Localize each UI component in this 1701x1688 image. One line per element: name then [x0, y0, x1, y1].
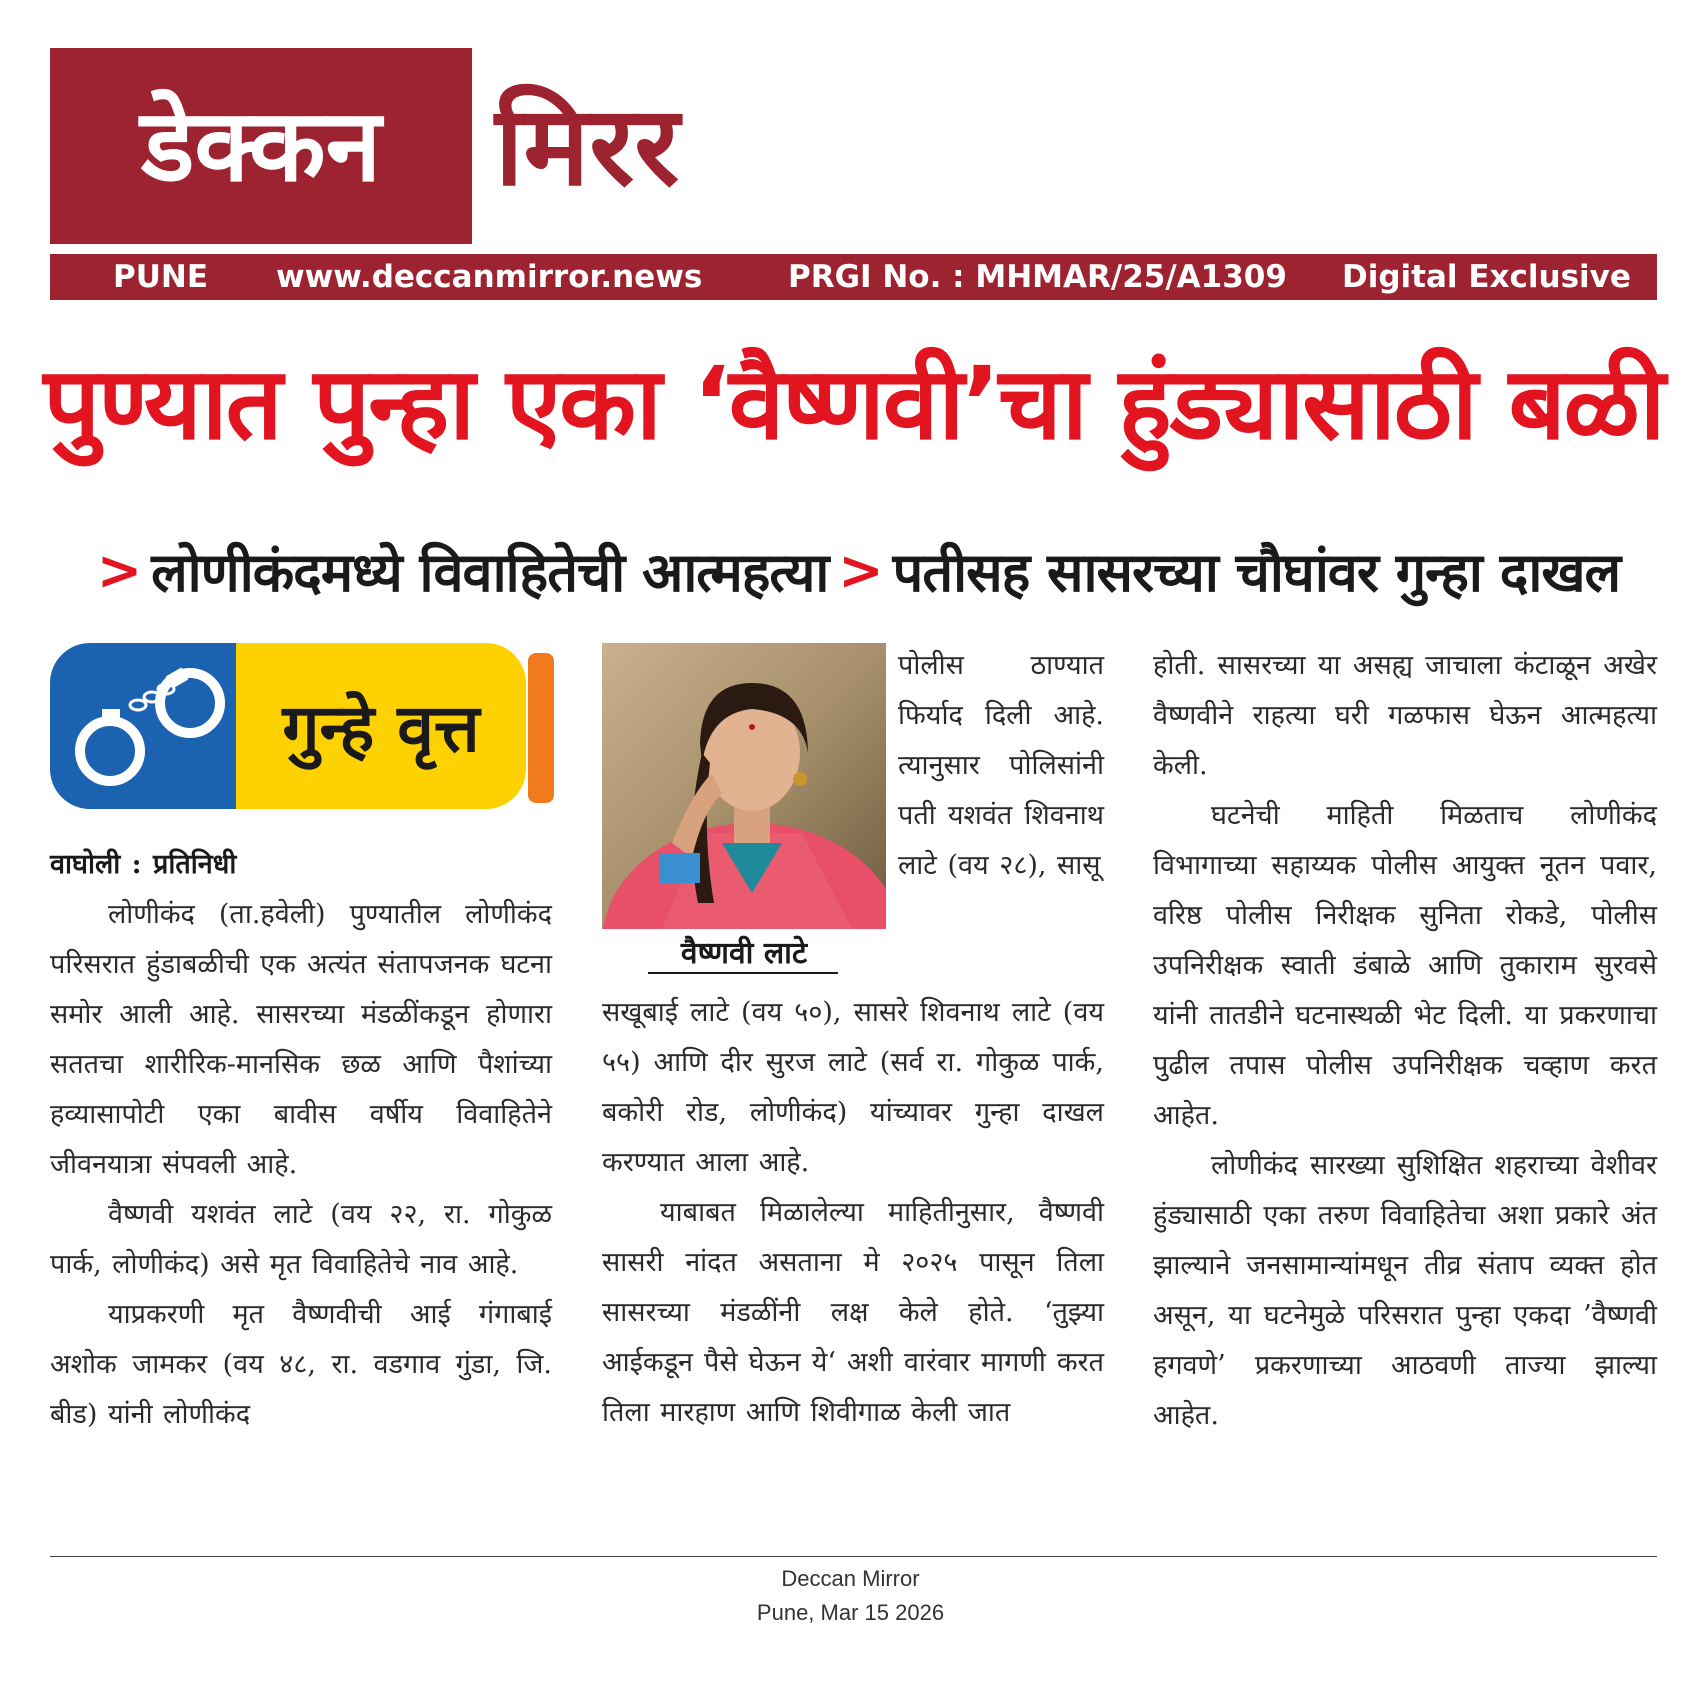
subheadline: [50, 530, 1657, 610]
victim-photo: [602, 643, 886, 929]
photo-caption: वैष्णवी लाटे: [680, 936, 808, 971]
footer-date: Pune, Mar 15 2026: [756, 1600, 945, 1625]
footer-publication: Deccan Mirror: [781, 1566, 920, 1591]
website-link[interactable]: www.deccanmirror.news: [276, 259, 703, 295]
paragraph: वैष्णवी यशवंत लाटे (वय २२, रा. गोकुळ पार्क, लोणीकंद) असे मृत विवाहितेचे नाव आहे.: [50, 1199, 552, 1280]
paragraph: घटनेची माहिती मिळताच लोणीकंद विभागाच्या सहाय्यक पोलीस आयुक्त नूतन पवार, वरिष्ठ पोलीस निरीक्षक सुनिता रोकडे, पोलीस उपनिरीक्षक स्वाती डंबाळे आणि तुकाराम सुरवसे यांनी तातडीने घटनास्थळी भेट दिली. या प्रकरणाचा पुढील तपास पोलीस उपनिरीक्षक चव्हाण करत आहेत.: [1153, 800, 1657, 1131]
edition-label: Digital Exclusive: [1342, 259, 1631, 295]
subhead-2: पतीसह सासरच्या चौघांवर गुन्हा दाखल: [892, 541, 1621, 604]
caption-underline: [648, 972, 838, 974]
article-column-1: [50, 890, 552, 1440]
dateline: वाघोली : प्रतिनिधी: [50, 849, 237, 880]
prgi-number: PRGI No. : MHMAR/25/A1309: [788, 259, 1287, 295]
article-column-2-beside-photo: [898, 641, 1104, 891]
portrait-illustration: [602, 643, 886, 929]
subhead-1: लोणीकंदमध्ये विवाहितेची आत्महत्या: [151, 541, 829, 604]
arrow-bullet-icon: >: [96, 538, 142, 602]
article-column-2: [602, 988, 1104, 1438]
paragraph: सखूबाई लाटे (वय ५०), सासरे शिवनाथ लाटे (वय ५५) आणि दीर सुरज लाटे (सर्व रा. गोकुळ पार्क, बकोरी रोड, लोणीकंद) यांच्यावर गुन्हा दाखल करण्यात आला आहे.: [602, 997, 1104, 1178]
paragraph: याबाबत मिळालेल्या माहितीनुसार, वैष्णवी सासरी नांदत असताना मे २०२५ पासून तिला सासरच्या मंडळींनी लक्ष केले होते. ‘तुझ्या आईकडून पैसे घेऊन ये‘ अशी वारंवार मागणी करत तिला मारहाण आणि शिवीगाळ केली जात: [602, 1197, 1104, 1428]
logo-text-left: डेक्कन: [140, 87, 382, 204]
arrow-bullet-icon: >: [838, 538, 883, 602]
paragraph: पोलीस ठाण्यात फिर्याद दिली आहे. त्यानुसार पोलिसांनी पती यशवंत शिवनाथ लाटे (वय २८), सासू: [898, 650, 1104, 881]
paragraph: याप्रकरणी मृत वैष्णवीची आई गंगाबाई अशोक जामकर (वय ४८, रा. वडगाव गुंडा, जि. बीड) यांनी लोणीकंद: [50, 1299, 552, 1430]
article-column-3: [1153, 641, 1657, 1441]
banner-label: गुन्हे वृत्त: [236, 643, 526, 809]
banner-icon-panel: [50, 643, 236, 809]
logo-text-right: मिरर: [495, 82, 680, 210]
section-banner: [50, 643, 526, 809]
city-label: PUNE: [113, 259, 209, 295]
paragraph: होती. सासरच्या या असह्य जाचाला कंटाळून अखेर वैष्णवीने राहत्या घरी गळफास घेऊन आत्महत्या केली.: [1153, 650, 1657, 781]
headline: पुण्यात पुन्हा एका ‘वैष्णवी’चा हुंड्यासाठी बळी: [43, 345, 1664, 462]
footer-divider: [50, 1556, 1657, 1557]
paragraph: लोणीकंद (ता.हवेली) पुण्यातील लोणीकंद परिसरात हुंडाबळीची एक अत्यंत संतापजनक घटना समोर आली आहे. सासरच्या मंडळींकडून होणारा सततचा शारीरिक-मानसिक छळ आणि पैशांच्या हव्यासापोटी एका बावीस वर्षीय विवाहितेने जीवनयात्रा संपवली आहे.: [50, 899, 552, 1180]
banner-accent-bar: [528, 653, 554, 803]
paragraph: लोणीकंद सारख्या सुशिक्षित शहराच्या वेशीवर हुंड्यासाठी एका तरुण विवाहितेचा अशा प्रकारे अंत झाल्याने जनसामान्यांमधून तीव्र संताप व्यक्त होत असून, या घटनेमुळे परिसरात पुन्हा एकदा ’वैष्णवी हगवणे’ प्रकरणाच्या आठवणी ताज्या झाल्या आहेत.: [1153, 1150, 1657, 1431]
handcuffs-icon: [50, 643, 236, 809]
